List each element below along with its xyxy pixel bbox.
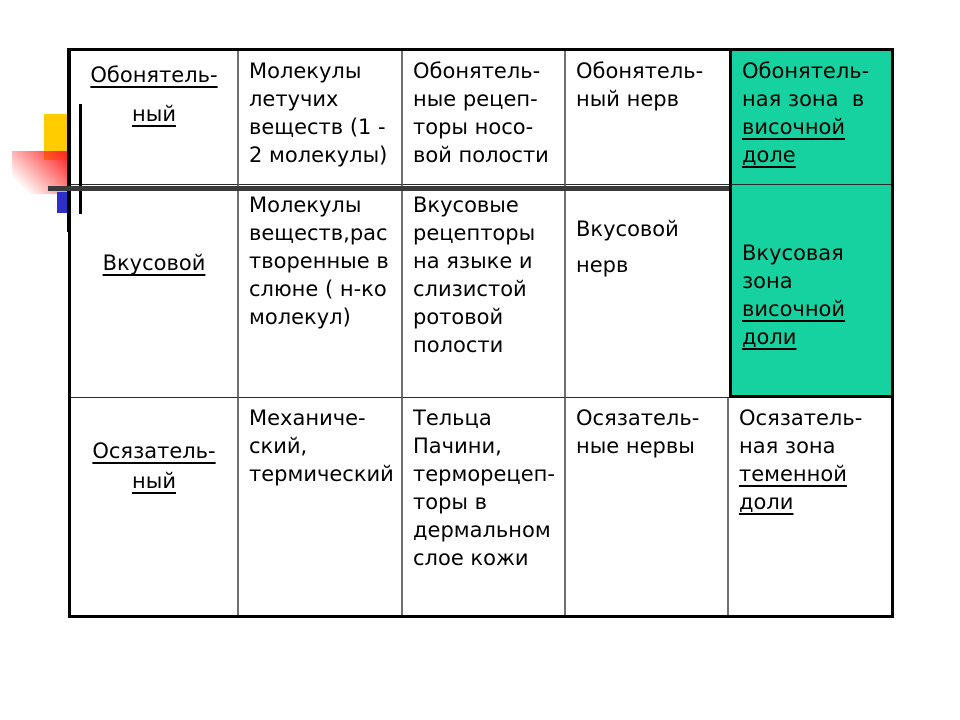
cell-text-line: дермальном [413,518,551,542]
cell-text-line: Осязатель- [739,406,863,430]
cell-text-line: ная зона [739,434,836,458]
decor-vertical-line [79,104,82,214]
cell-text-line: ные нервы [576,434,695,458]
cell-text-line: Вкусовой [576,217,679,241]
cell-text-line: ный [132,469,176,493]
cell-text-line: рецепторы [413,221,536,245]
cell-text-line: полости [413,333,504,357]
decor-vertical-line [67,48,70,232]
cell-text-line: теменной [739,462,847,486]
cell-text-line: Тельца [413,406,492,430]
cell-text-line: торы в [413,490,488,514]
decor-horizontal-line [48,186,729,191]
cell-text-line: Осязатель- [92,439,216,463]
table-cell-r2-c3 [566,398,729,615]
cell-text-line: Вкусовые [413,193,519,217]
cell-text-line: доли [742,325,797,349]
table-cell-r2-c4 [729,398,891,615]
cell-text-line: зона [742,269,793,293]
cell-text-line: Вкусовой [102,251,206,275]
table-cell-r1-c3 [566,185,729,398]
table-cell-r0-c4 [729,51,891,185]
cell-text-line: ный [132,102,176,126]
cell-text-line: терморецеп- [413,462,555,486]
table-cell-r1-c2 [403,185,566,398]
cell-text-line: нерв [576,253,629,277]
table-cell-r1-c4 [729,185,891,398]
cell-text-line: слюне ( н-ко [249,277,387,301]
cell-text-line: торы носо- [413,115,534,139]
cell-text-line: Обонятель- [90,63,218,87]
cell-text-line: творенные в [249,249,389,273]
cell-text-line: слизистой [413,277,527,301]
cell-text-line: Молекулы [249,193,362,217]
cell-text-line: ный нерв [576,87,679,111]
cell-text-line: 2 молекулы) [249,143,388,167]
cell-text-line: височной [742,297,846,321]
cell-text-line: ротовой [413,305,504,329]
cell-text-line: летучих [249,87,339,111]
cell-text-line: веществ,рас [249,221,388,245]
table-cell-r1-c1 [239,185,403,398]
table-cell-r1-c0 [71,185,239,398]
cell-text-line: доле [742,143,796,167]
cell-text-line: ский, [249,434,308,458]
cell-text-line: термический [249,462,394,486]
table-cell-r2-c2 [403,398,566,615]
cell-text-line: Обонятель- [742,59,870,83]
table-cell-r0-c2 [403,51,566,185]
cell-text-line: вой полости [413,143,549,167]
cell-text-line: веществ (1 - [249,115,386,139]
table-cell-r0-c1 [239,51,403,185]
cell-text-line: Вкусовая [742,241,844,265]
cell-text-line: на языке и [413,249,533,273]
cell-text-line: слое кожи [413,546,529,570]
cell-text-line: Обонятель- [413,59,541,83]
cell-text-line: Пачини, [413,434,502,458]
cell-text-line: Обонятель- [576,59,704,83]
sense-analyzers-table [68,48,894,618]
table-cell-r0-c0 [71,51,239,185]
table-cell-r2-c1 [239,398,403,615]
cell-text-line: Молекулы [249,59,362,83]
table-cell-r0-c3 [566,51,729,185]
cell-text-line: височной [742,115,846,139]
cell-text-line: Осязатель- [576,406,700,430]
cell-text-line: доли [739,490,794,514]
cell-text-line: ная зона в [742,87,865,111]
table-cell-r2-c0 [71,398,239,615]
cell-text-line: Механиче- [249,406,366,430]
cell-text-line: ные рецеп- [413,87,538,111]
cell-text-line: молекул) [249,305,351,329]
